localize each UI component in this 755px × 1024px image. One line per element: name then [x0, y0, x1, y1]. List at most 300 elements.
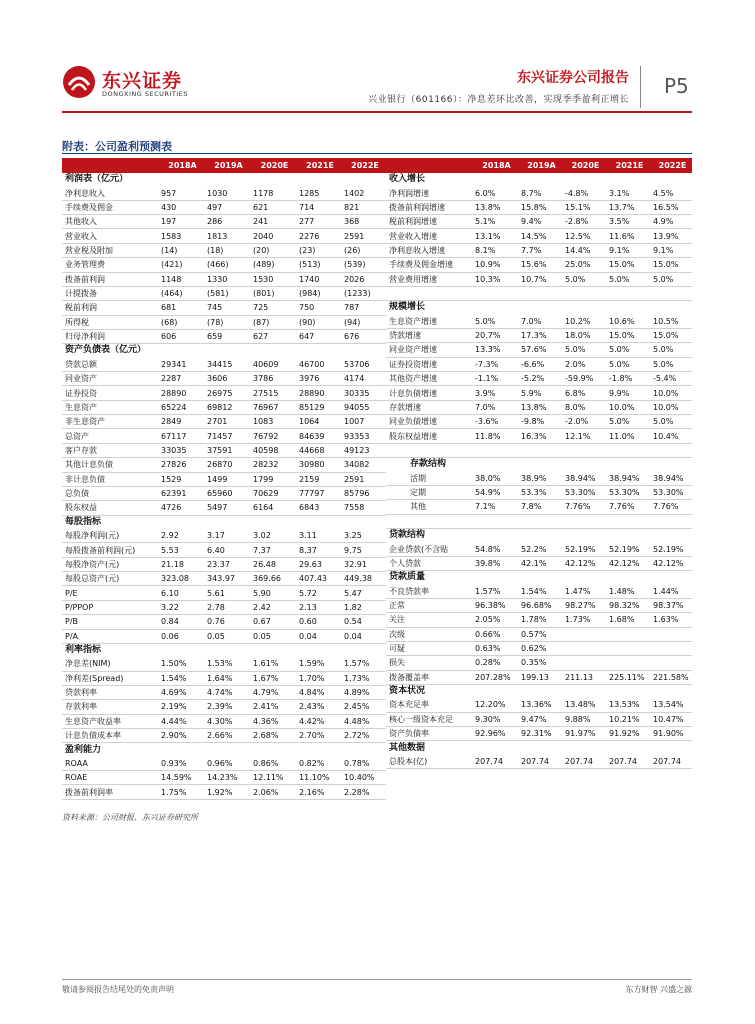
- left-cell: 4.79%: [250, 685, 296, 699]
- right-cell: [650, 286, 692, 300]
- right-section-label: 其他数据: [389, 742, 426, 753]
- left-cell: 85129: [296, 400, 341, 414]
- right-table-row: [386, 656, 692, 670]
- right-row-label: [386, 286, 472, 300]
- left-row-label: 营业税及附加: [62, 243, 158, 257]
- left-cell: 2276: [296, 229, 341, 243]
- left-cell: 1813: [204, 229, 250, 243]
- left-cell: 277: [296, 215, 341, 229]
- right-cell: 9.47%: [518, 712, 562, 726]
- left-cell: 5497: [204, 501, 250, 515]
- left-cell: 745: [204, 301, 250, 315]
- right-row-label: 营业收入增速: [386, 229, 472, 243]
- right-table-row: [386, 698, 692, 712]
- left-cell: 957: [158, 186, 204, 200]
- left-row-label: 生息资产收益率: [62, 714, 158, 728]
- left-row-label: ROAE: [62, 771, 158, 785]
- left-row-label: 每股净利润(元): [62, 529, 158, 543]
- left-cell: 449.38: [341, 572, 386, 586]
- right-table-row: [386, 272, 692, 286]
- right-row-label: 不良贷款率: [386, 584, 472, 598]
- left-cell: 1.50%: [158, 657, 204, 671]
- left-cell: 0.84: [158, 615, 204, 629]
- left-cell: 34082: [341, 458, 386, 472]
- left-table-row: [62, 615, 386, 629]
- left-row-label: 每股拨备前利润(元): [62, 543, 158, 557]
- right-row-label: 同业负债增速: [386, 415, 472, 429]
- right-cell: 52.2%: [518, 542, 562, 556]
- right-cell: 16.3%: [518, 429, 562, 443]
- right-cell: [606, 514, 650, 528]
- right-row-label: 营业费用增速: [386, 272, 472, 286]
- right-cell: 9.4%: [518, 215, 562, 229]
- left-cell: 1740: [296, 272, 341, 286]
- left-cell: 2.19%: [158, 700, 204, 714]
- left-table-row: [62, 329, 386, 343]
- left-cell: 32.91: [341, 557, 386, 571]
- left-cell: 2.39%: [204, 700, 250, 714]
- right-cell: [562, 627, 606, 641]
- right-cell: 25.0%: [562, 258, 606, 272]
- left-cell: 27515: [250, 386, 296, 400]
- left-cell: 2.28%: [341, 785, 386, 799]
- right-cell: 92.96%: [472, 727, 518, 741]
- right-cell: -1.1%: [472, 372, 518, 386]
- left-cell: 725: [250, 301, 296, 315]
- right-cell: [562, 656, 606, 670]
- left-row-label: 归母净利润: [62, 329, 158, 343]
- left-cell: 497: [204, 200, 250, 214]
- left-row-label: 每股总资产(元): [62, 572, 158, 586]
- left-table-row: [62, 358, 386, 372]
- right-cell: 0.66%: [472, 627, 518, 641]
- left-cell: 3606: [204, 372, 250, 386]
- right-section-label: 贷款结构: [389, 530, 426, 541]
- left-cell: 69812: [204, 400, 250, 414]
- right-table-row: [386, 400, 692, 414]
- left-table-row: [62, 486, 386, 500]
- right-cell: 11.6%: [606, 229, 650, 243]
- right-cell: [650, 514, 692, 528]
- left-cell: (78): [204, 315, 250, 329]
- right-cell: 5.1%: [472, 215, 518, 229]
- right-cell: 16.5%: [650, 200, 692, 214]
- left-cell: 0.54: [341, 615, 386, 629]
- left-cell: 1178: [250, 186, 296, 200]
- right-cell: 7.8%: [518, 500, 562, 514]
- left-cell: 4174: [341, 372, 386, 386]
- left-cell: 676: [341, 329, 386, 343]
- right-cell: [472, 286, 518, 300]
- right-row-label: 存款增速: [386, 400, 472, 414]
- left-cell: (464): [158, 286, 204, 300]
- right-table-row: [386, 542, 692, 556]
- left-cell: 14.59%: [158, 771, 204, 785]
- left-cell: 1.57%: [341, 657, 386, 671]
- left-cell: 5.61: [204, 586, 250, 600]
- left-cell: 2849: [158, 415, 204, 429]
- left-cell: 714: [296, 200, 341, 214]
- right-column-header: 2018A: [472, 158, 518, 173]
- right-cell: [606, 627, 650, 641]
- left-cell: 4.48%: [341, 714, 386, 728]
- right-cell: -7.3%: [472, 357, 518, 371]
- right-cell: 7.76%: [562, 500, 606, 514]
- left-row-label: 生息资产: [62, 400, 158, 414]
- left-table-row: [62, 572, 386, 586]
- right-row-label: 股东权益增速: [386, 429, 472, 443]
- right-cell: 12.5%: [562, 229, 606, 243]
- right-table-row: [386, 485, 692, 499]
- right-cell: 5.0%: [606, 357, 650, 371]
- left-row-label: 手续费及佣金: [62, 200, 158, 214]
- right-cell: 13.1%: [472, 229, 518, 243]
- right-table-row: [386, 186, 692, 200]
- left-cell: 40609: [250, 358, 296, 372]
- right-cell: 207.28%: [472, 670, 518, 684]
- left-cell: 0.86%: [250, 757, 296, 771]
- right-table-row: [386, 598, 692, 612]
- right-section-label: 收入增长: [389, 174, 426, 185]
- left-cell: 6164: [250, 501, 296, 515]
- right-cell: 221.58%: [650, 670, 692, 684]
- left-cell: 2.43%: [296, 700, 341, 714]
- left-cell: 7.37: [250, 543, 296, 557]
- left-cell: (539): [341, 258, 386, 272]
- right-section-label: 贷款质量: [389, 572, 426, 583]
- right-cell: [562, 286, 606, 300]
- right-cell: 5.0%: [606, 343, 650, 357]
- left-table-row: [62, 458, 386, 472]
- right-cell: 98.32%: [606, 598, 650, 612]
- right-cell: -4.8%: [562, 186, 606, 200]
- right-row-label: 拨备前利润增速: [386, 200, 472, 214]
- right-cell: 42.12%: [606, 556, 650, 570]
- right-cell: 10.6%: [606, 315, 650, 329]
- left-table-row: [62, 186, 386, 200]
- right-table-row: [386, 415, 692, 429]
- left-table-row: [62, 501, 386, 515]
- right-column-header: 2019A: [518, 158, 562, 173]
- right-cell: 91.97%: [562, 727, 606, 741]
- left-table-row: [62, 286, 386, 300]
- left-cell: 5.72: [296, 586, 341, 600]
- right-row-label: 次级: [386, 627, 472, 641]
- right-cell: 10.0%: [606, 400, 650, 414]
- right-table-row: [386, 229, 692, 243]
- right-cell: [518, 443, 562, 457]
- left-table-row: [62, 301, 386, 315]
- left-cell: 85796: [341, 486, 386, 500]
- left-cell: 77797: [296, 486, 341, 500]
- right-table-row: [386, 429, 692, 443]
- left-cell: 4.42%: [296, 714, 341, 728]
- right-cell: 4.5%: [650, 186, 692, 200]
- right-cell: 15.6%: [518, 258, 562, 272]
- left-cell: 1083: [250, 415, 296, 429]
- right-cell: [650, 627, 692, 641]
- left-cell: (581): [204, 286, 250, 300]
- left-cell: 12.11%: [250, 771, 296, 785]
- left-cell: 2.42: [250, 600, 296, 614]
- right-cell: 13.3%: [472, 343, 518, 357]
- right-cell: 53.30%: [650, 485, 692, 499]
- left-cell: 6843: [296, 501, 341, 515]
- left-cell: 286: [204, 215, 250, 229]
- right-section-header: [386, 741, 692, 755]
- left-section-header: [62, 515, 386, 529]
- left-table-row: [62, 600, 386, 614]
- logo-english-name: DONGXING SECURITIES: [102, 90, 188, 98]
- left-cell: 71457: [204, 429, 250, 443]
- left-table-row: [62, 557, 386, 571]
- left-cell: 14.23%: [204, 771, 250, 785]
- left-cell: 369.66: [250, 572, 296, 586]
- left-cell: 4.84%: [296, 685, 341, 699]
- right-row-label: [386, 443, 472, 457]
- right-cell: 98.27%: [562, 598, 606, 612]
- right-row-label: 定期: [386, 485, 472, 499]
- right-cell: 207.74: [606, 755, 650, 769]
- left-section-header: [62, 173, 386, 186]
- right-cell: 1.44%: [650, 584, 692, 598]
- right-cell: 39.8%: [472, 556, 518, 570]
- right-cell: 9.30%: [472, 712, 518, 726]
- right-cell: 6.8%: [562, 386, 606, 400]
- left-cell: 2.70%: [296, 729, 341, 743]
- right-cell: 13.53%: [606, 698, 650, 712]
- right-cell: 1.48%: [606, 584, 650, 598]
- right-row-label: 损失: [386, 656, 472, 670]
- right-cell: 8.7%: [518, 186, 562, 200]
- right-cell: -5.2%: [518, 372, 562, 386]
- left-section-header: [62, 743, 386, 757]
- right-table-row: [386, 286, 692, 300]
- left-cell: 28890: [296, 386, 341, 400]
- left-row-label: 业务管理费: [62, 258, 158, 272]
- right-cell: 10.0%: [650, 400, 692, 414]
- right-cell: 15.0%: [650, 328, 692, 342]
- left-cell: 1.64%: [204, 671, 250, 685]
- left-cell: 2.66%: [204, 729, 250, 743]
- right-cell: -3.6%: [472, 415, 518, 429]
- left-cell: (87): [250, 315, 296, 329]
- right-cell: 15.8%: [518, 200, 562, 214]
- left-cell: 647: [296, 329, 341, 343]
- left-cell: 0.05: [250, 629, 296, 643]
- right-table-row: [386, 641, 692, 655]
- left-cell: 241: [250, 215, 296, 229]
- left-row-label: 净利差(Spread): [62, 671, 158, 685]
- left-cell: 4.36%: [250, 714, 296, 728]
- right-row-label: 总股本(亿): [386, 755, 472, 769]
- right-table-row: [386, 200, 692, 214]
- left-cell: 1030: [204, 186, 250, 200]
- right-table-row: [386, 357, 692, 371]
- right-cell: 91.90%: [650, 727, 692, 741]
- left-cell: 67117: [158, 429, 204, 443]
- left-cell: 53706: [341, 358, 386, 372]
- left-row-label: 同业资产: [62, 372, 158, 386]
- right-section-label: 资本状况: [389, 686, 426, 697]
- left-cell: 0.60: [296, 615, 341, 629]
- right-cell: [562, 514, 606, 528]
- right-cell: [650, 641, 692, 655]
- left-table-row: [62, 785, 386, 799]
- right-row-label: 税前利润增速: [386, 215, 472, 229]
- left-cell: 0.76: [204, 615, 250, 629]
- left-table-row: [62, 229, 386, 243]
- left-cell: 4726: [158, 501, 204, 515]
- right-cell: 15.0%: [650, 258, 692, 272]
- right-cell: 91.92%: [606, 727, 650, 741]
- left-cell: 70629: [250, 486, 296, 500]
- left-cell: 2159: [296, 472, 341, 486]
- right-cell: 199.13: [518, 670, 562, 684]
- right-cell: 17.3%: [518, 328, 562, 342]
- left-cell: 2.41%: [250, 700, 296, 714]
- left-cell: 76792: [250, 429, 296, 443]
- section-title: 附表：公司盈利预测表: [62, 140, 172, 153]
- right-cell: [650, 443, 692, 457]
- right-row-label: 资本充足率: [386, 698, 472, 712]
- left-cell: 28232: [250, 458, 296, 472]
- right-cell: 38.94%: [650, 472, 692, 486]
- left-cell: (90): [296, 315, 341, 329]
- left-cell: 46700: [296, 358, 341, 372]
- left-cell: 606: [158, 329, 204, 343]
- left-cell: 4.89%: [341, 685, 386, 699]
- right-row-label: 同业资产增速: [386, 343, 472, 357]
- left-cell: 34415: [204, 358, 250, 372]
- right-cell: [472, 514, 518, 528]
- right-cell: 5.0%: [650, 343, 692, 357]
- right-cell: 8.0%: [562, 400, 606, 414]
- right-table-row: [386, 500, 692, 514]
- left-cell: 787: [341, 301, 386, 315]
- right-cell: 0.57%: [518, 627, 562, 641]
- left-row-label: 所得税: [62, 315, 158, 329]
- left-cell: 0.67: [250, 615, 296, 629]
- right-cell: 42.12%: [562, 556, 606, 570]
- right-cell: 5.0%: [562, 272, 606, 286]
- right-cell: 211.13: [562, 670, 606, 684]
- right-cell: 13.54%: [650, 698, 692, 712]
- right-column-header: 2020E: [562, 158, 606, 173]
- left-cell: 0.82%: [296, 757, 341, 771]
- left-column-header: 2022E: [341, 158, 386, 173]
- left-cell: 2591: [341, 229, 386, 243]
- left-cell: 1583: [158, 229, 204, 243]
- right-forecast-table: [386, 158, 692, 769]
- right-cell: 207.74: [562, 755, 606, 769]
- left-row-label: 存款利率: [62, 700, 158, 714]
- left-cell: 627: [250, 329, 296, 343]
- left-cell: 26.48: [250, 557, 296, 571]
- right-row-label: 活期: [386, 472, 472, 486]
- left-cell: 197: [158, 215, 204, 229]
- right-cell: 0.35%: [518, 656, 562, 670]
- left-row-label: 每股净资产(元): [62, 557, 158, 571]
- right-table-row: [386, 372, 692, 386]
- left-cell: 621: [250, 200, 296, 214]
- right-cell: 5.0%: [606, 272, 650, 286]
- right-cell: [606, 443, 650, 457]
- footer-rule: [62, 979, 692, 980]
- left-cell: 0.93%: [158, 757, 204, 771]
- left-cell: 0.05: [204, 629, 250, 643]
- left-cell: 0.06: [158, 629, 204, 643]
- left-cell: 5.47: [341, 586, 386, 600]
- right-cell: 92.31%: [518, 727, 562, 741]
- left-row-label: 净息差(NIM): [62, 657, 158, 671]
- right-row-label: 净利息收入增速: [386, 243, 472, 257]
- right-row-label: 生息资产增速: [386, 315, 472, 329]
- right-section-header: [386, 301, 692, 315]
- left-cell: 2.72%: [341, 729, 386, 743]
- logo-chinese-name: 东兴证券: [102, 70, 183, 92]
- right-column-header: 2022E: [650, 158, 692, 173]
- right-header-row: [386, 158, 692, 173]
- left-cell: 1007: [341, 415, 386, 429]
- right-cell: 13.9%: [650, 229, 692, 243]
- right-cell: 9.1%: [650, 243, 692, 257]
- left-cell: 4.74%: [204, 685, 250, 699]
- left-cell: 4.30%: [204, 714, 250, 728]
- right-cell: [606, 286, 650, 300]
- report-title: 东兴证券公司报告: [517, 70, 629, 86]
- right-cell: 13.8%: [518, 400, 562, 414]
- right-table-row: [386, 315, 692, 329]
- left-cell: 6.10: [158, 586, 204, 600]
- right-cell: 42.1%: [518, 556, 562, 570]
- left-cell: 1064: [296, 415, 341, 429]
- left-row-label: 拨备前利润率: [62, 785, 158, 799]
- left-table-row: [62, 258, 386, 272]
- right-cell: 7.76%: [606, 500, 650, 514]
- right-table-row: [386, 243, 692, 257]
- right-cell: 1.78%: [518, 613, 562, 627]
- left-cell: 1499: [204, 472, 250, 486]
- left-cell: 3.22: [158, 600, 204, 614]
- right-table-row: [386, 343, 692, 357]
- left-cell: 3.11: [296, 529, 341, 543]
- left-row-label: 拨备前利润: [62, 272, 158, 286]
- left-cell: 821: [341, 200, 386, 214]
- left-row-label: P/PPOP: [62, 600, 158, 614]
- right-row-label: 手续费及佣金增速: [386, 258, 472, 272]
- dongxing-logo-icon: [62, 65, 96, 99]
- left-row-label: 客户存款: [62, 443, 158, 457]
- left-cell: 1.61%: [250, 657, 296, 671]
- footer-slogan: 东方财智 兴盛之源: [625, 985, 692, 994]
- right-cell: 10.5%: [650, 315, 692, 329]
- right-cell: [518, 286, 562, 300]
- right-cell: 13.36%: [518, 698, 562, 712]
- left-row-label: 总负债: [62, 486, 158, 500]
- right-cell: 7.0%: [518, 315, 562, 329]
- left-cell: 27826: [158, 458, 204, 472]
- left-cell: (23): [296, 243, 341, 257]
- left-cell: 2591: [341, 472, 386, 486]
- left-cell: 65960: [204, 486, 250, 500]
- right-cell: 13.8%: [472, 200, 518, 214]
- left-cell: 1.75%: [158, 785, 204, 799]
- left-row-label: 营业收入: [62, 229, 158, 243]
- left-cell: 323.08: [158, 572, 204, 586]
- left-cell: 0.78%: [341, 757, 386, 771]
- left-cell: 2.45%: [341, 700, 386, 714]
